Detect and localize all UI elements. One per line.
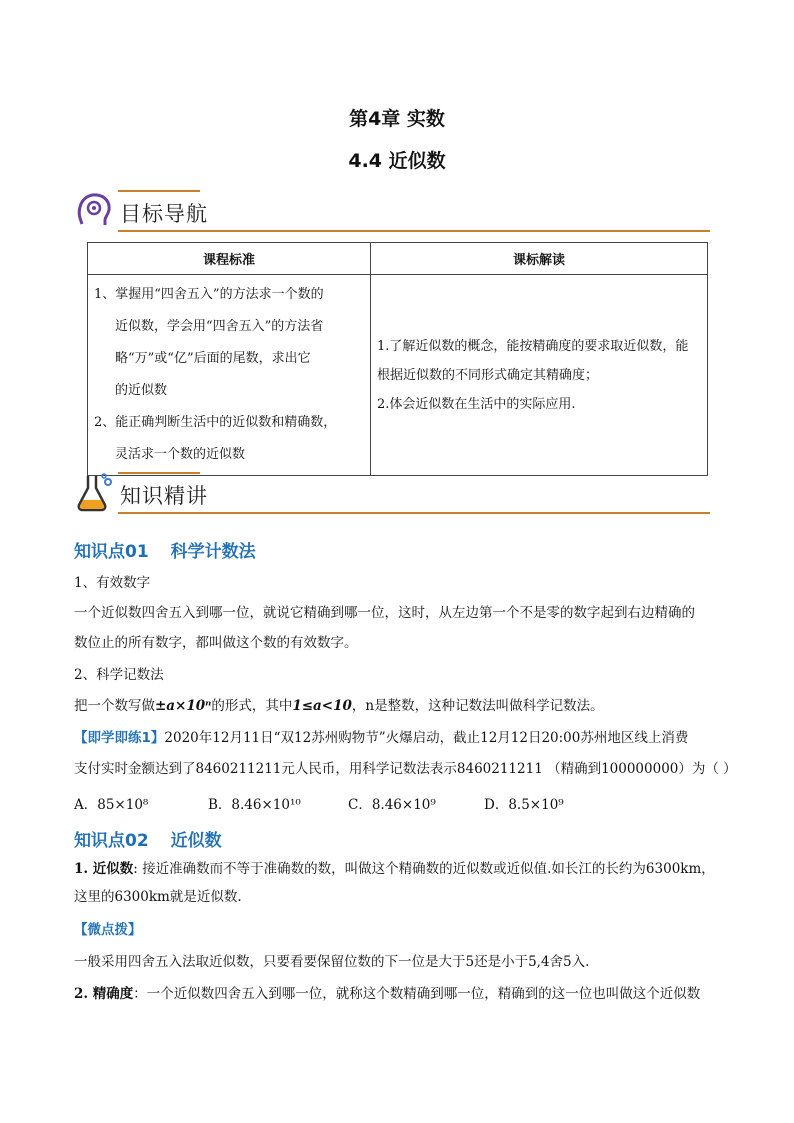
knowledge-point-02-heading (74, 826, 222, 851)
flask-icon (74, 472, 114, 512)
definition-label: 1. 近似数 (74, 861, 134, 877)
exercise-label: 【即学即练1】 (74, 730, 165, 746)
banner-knowledge (74, 472, 710, 516)
condition-formula: 1≤a<10 (292, 698, 352, 714)
exercise-line-2: 支付实时金额达到了8460211211元人民币，用科学记数法表示8460211211 （精确到100000000）为（ ） (74, 761, 737, 777)
list-item: 1、掌握用“四舍五入”的方法求一个数的 (94, 287, 324, 302)
formula: ±a×10ⁿ (155, 698, 212, 714)
knowledge-point-number: 知识点02 (74, 831, 149, 851)
knowledge-point-title: 近似数 (170, 831, 222, 851)
subheading-significant-digits: 1、有效数字 (74, 575, 151, 591)
table-row (88, 275, 708, 476)
paragraph-significant-digits-2: 数位止的所有数字，都叫做这个数的有效数字。 (74, 635, 358, 651)
section-title: 4.4 近似数 (348, 150, 446, 172)
list-item: 近似数，学会用“四舍五入”的方法省 (115, 319, 324, 334)
text-segment: ，n是整数，这种记数法叫做科学记数法。 (351, 698, 604, 714)
list-item: 的近似数 (115, 383, 168, 398)
paragraph-scientific-notation (74, 693, 734, 720)
standard-cell (88, 275, 371, 476)
list-item: 略“万”或“亿”后面的尾数，求出它 (115, 351, 311, 366)
list-item: 2.体会近似数在生活中的实际应用. (377, 396, 576, 412)
tip-label: 【微点拨】 (74, 922, 142, 938)
definition-label: 2. 精确度 (74, 986, 134, 1002)
definition-text: : 接近准确数而不等于准确数的数，叫做这个精确数的近似数或近似值.如长江的长约为6300km， (133, 861, 715, 877)
table-header-standard: 课程标准 (88, 243, 371, 275)
banner-title: 目标导航 (120, 202, 208, 226)
list-item: 1.了解近似数的概念，能按精确度的要求取近似数，能 (377, 338, 689, 354)
banner-title: 知识精讲 (120, 484, 208, 508)
banner-goal-navigation (74, 190, 710, 234)
banner-bottom-rule (118, 230, 710, 232)
definition-text: ：一个近似数四舍五入到哪一位，就称这个数精确到哪一位，精确到的这一位也叫做这个近似数 (133, 986, 701, 1002)
tip-text: 一般采用四舍五入法取近似数，只要看要保留位数的下一位是大于5还是小于5,4舍5入. (74, 954, 590, 970)
banner-top-rule (118, 190, 200, 192)
exercise-line-1 (74, 725, 734, 752)
brain-head-icon (74, 190, 114, 230)
definition-approximate-2: 这里的6300km就是近似数. (74, 889, 242, 905)
definition-precision (74, 981, 734, 1008)
table-header-interpretation: 课标解读 (371, 243, 708, 275)
option-b[interactable]: B．8.46×10¹⁰ (208, 797, 301, 813)
paragraph-significant-digits-1: 一个近似数四舍五入到哪一位，就说它精确到哪一位，这时，从左边第一个不是零的数字起到右边精确的 (74, 605, 695, 621)
option-d[interactable]: D．8.5×10⁹ (484, 797, 564, 813)
knowledge-point-01-heading (74, 537, 256, 562)
chapter-title: 第4章 实数 (349, 108, 445, 130)
subheading-scientific-notation: 2、科学记数法 (74, 667, 164, 683)
banner-bottom-rule (118, 512, 710, 514)
exercise-text: 2020年12月11日“双12苏州购物节”火爆启动，截止12月12日20:00苏州地区线上消费 (164, 730, 689, 746)
knowledge-point-number: 知识点01 (74, 542, 149, 562)
definition-approximate-1 (74, 856, 734, 883)
list-item: 灵活求一个数的近似数 (115, 447, 246, 462)
option-c[interactable]: C．8.46×10⁹ (348, 797, 436, 813)
knowledge-point-title: 科学计数法 (170, 542, 256, 562)
table-header-row (88, 243, 708, 275)
list-item: 2、能正确判断生活中的近似数和精确数， (94, 415, 337, 430)
text-segment: 的形式，其中 (211, 698, 293, 714)
curriculum-table (87, 242, 708, 476)
text-segment: 把一个数写做 (74, 698, 155, 714)
banner-top-rule (118, 472, 200, 474)
answer-options (74, 793, 734, 813)
list-item: 根据近似数的不同形式确定其精确度； (377, 367, 599, 383)
interpretation-cell (371, 275, 708, 476)
option-a[interactable]: A．85×10⁸ (74, 797, 149, 813)
